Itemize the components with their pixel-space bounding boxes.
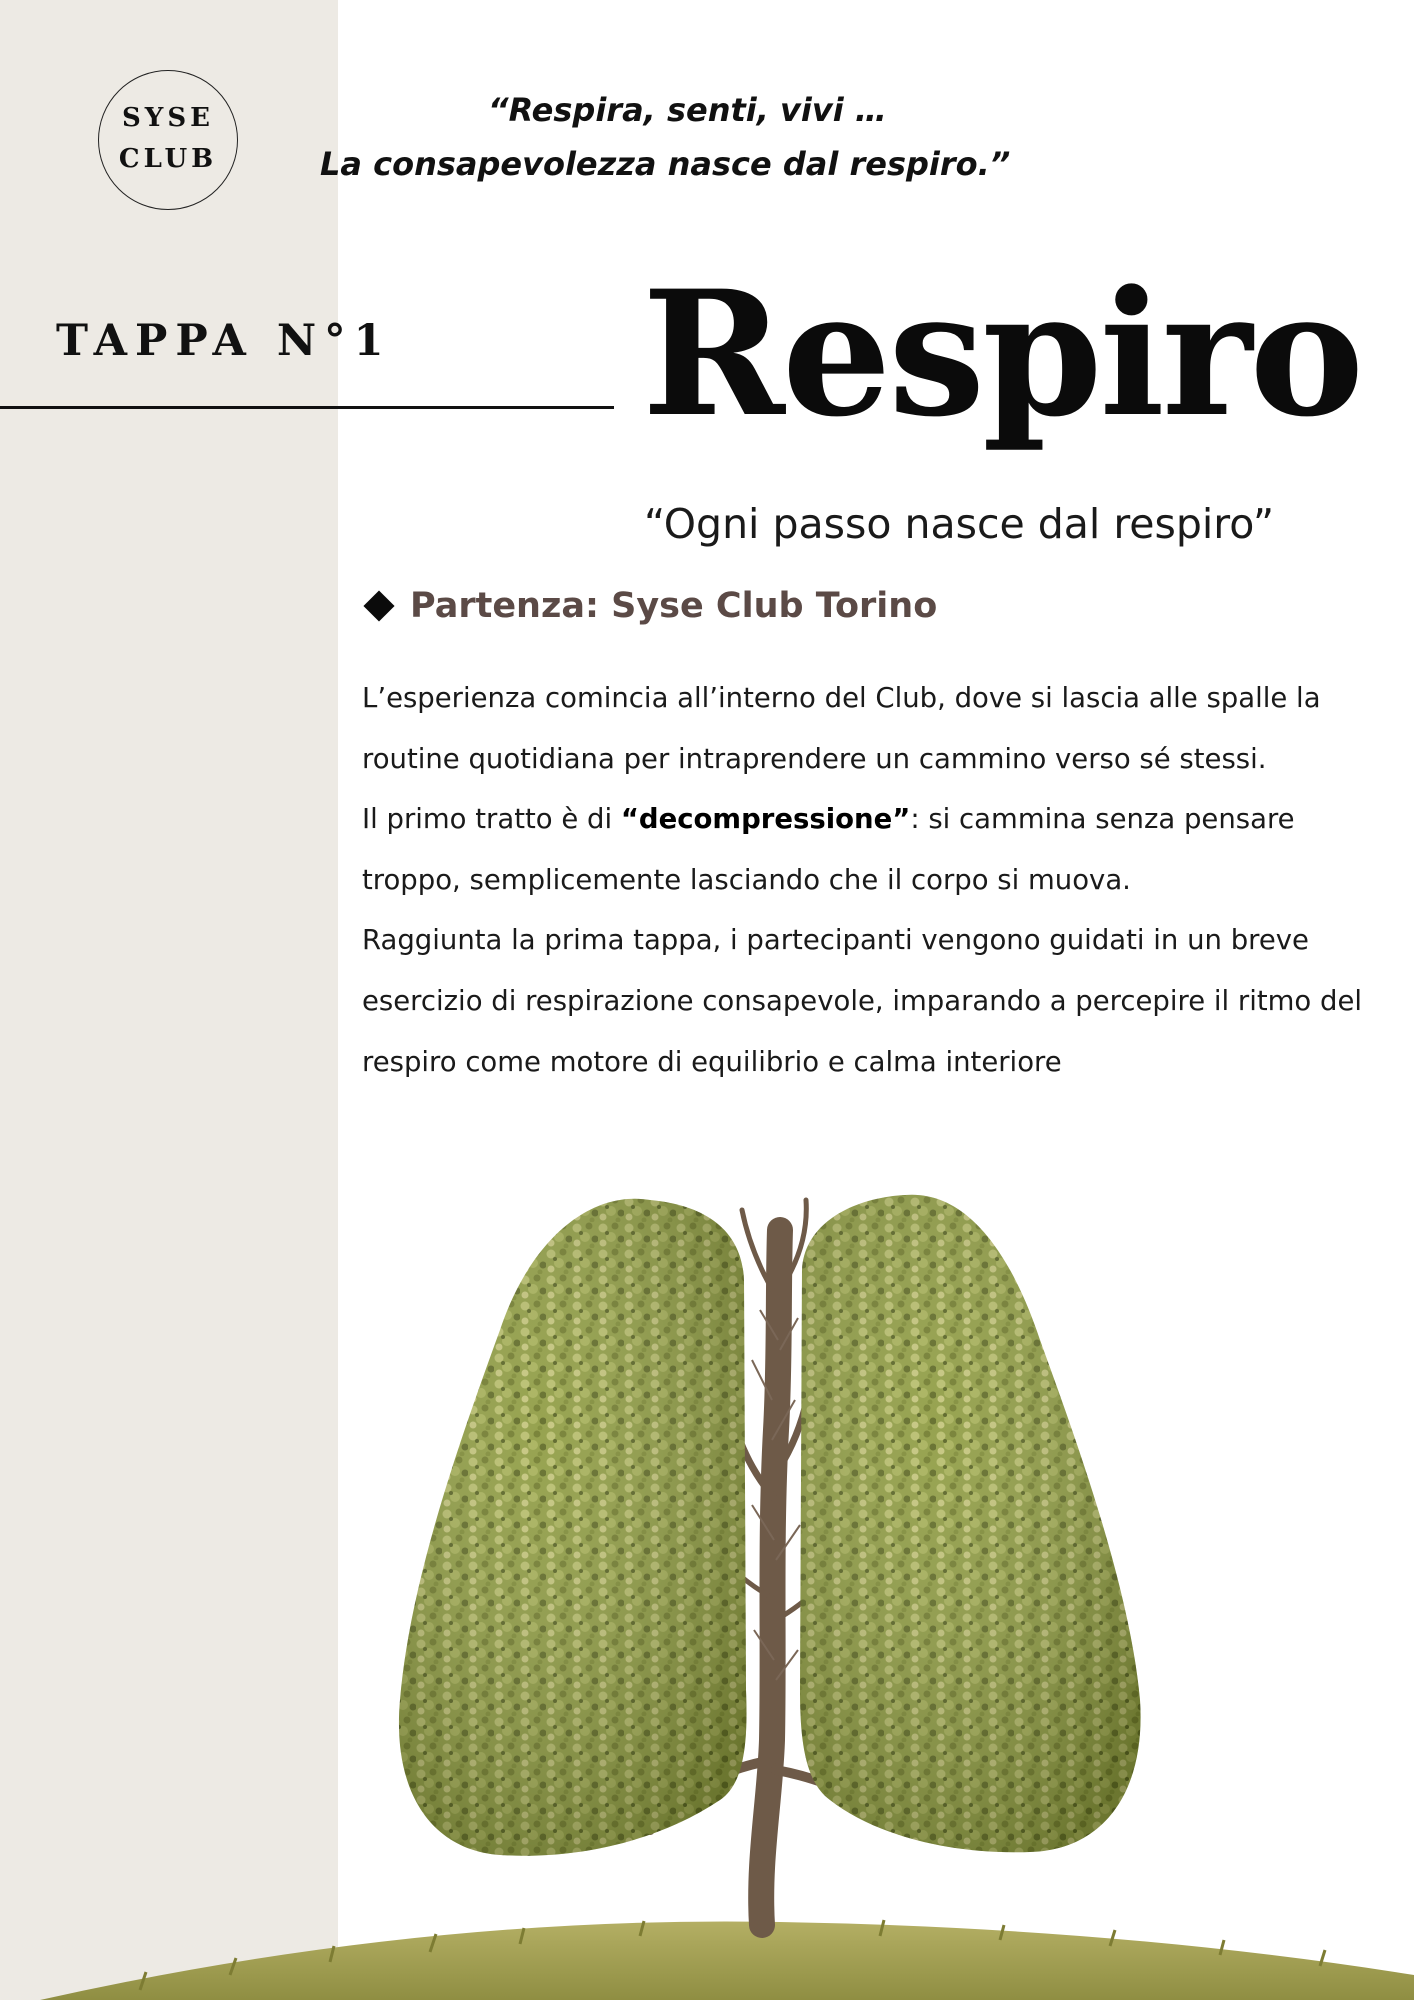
logo-text-line-1: SYSE [122,103,214,133]
divider-rule [0,406,614,409]
body-paragraph-3: Raggiunta la prima tappa, i partecipanti vengono guidati in un breve esercizio di respirazione consapevole, imparando a percepire il ritmo del respiro come motore di equilibrio e calma interiore [362,924,1363,1078]
page-subtitle: “Ogni passo nasce dal respiro” [644,500,1275,548]
header-quote-line-2: La consapevolezza nasce dal respiro.” [320,145,1011,183]
body-text [362,668,1402,1092]
body-paragraph-2-end: : si cammina senza pensare troppo, semplicemente lasciando che il corpo si muova. [362,803,1295,896]
decompression-emphasis: “decompressione” [620,803,911,836]
body-paragraph-2 [362,789,1402,910]
lung-tree-illustration [0,1180,1414,2000]
body-paragraph-2-start: Il primo tratto è di [362,803,621,836]
departure-heading [362,586,937,626]
departure-label: Partenza: Syse Club Torino [410,586,938,626]
header-quote-line-1: “Respira, senti, vivi … [488,91,887,129]
grass-hill [40,1921,1414,2000]
logo-text-line-2: CLUB [118,144,218,174]
syse-club-logo [98,70,238,210]
diamond-icon [363,590,394,621]
stage-label: TAPPA N°1 [56,316,392,366]
body-paragraph-1: L’esperienza comincia all’interno del Club, dove si lascia alle spalle la routine quotidiana per intraprendere un cammino verso sé stessi. [362,682,1321,775]
page-title: Respiro [642,252,1362,455]
